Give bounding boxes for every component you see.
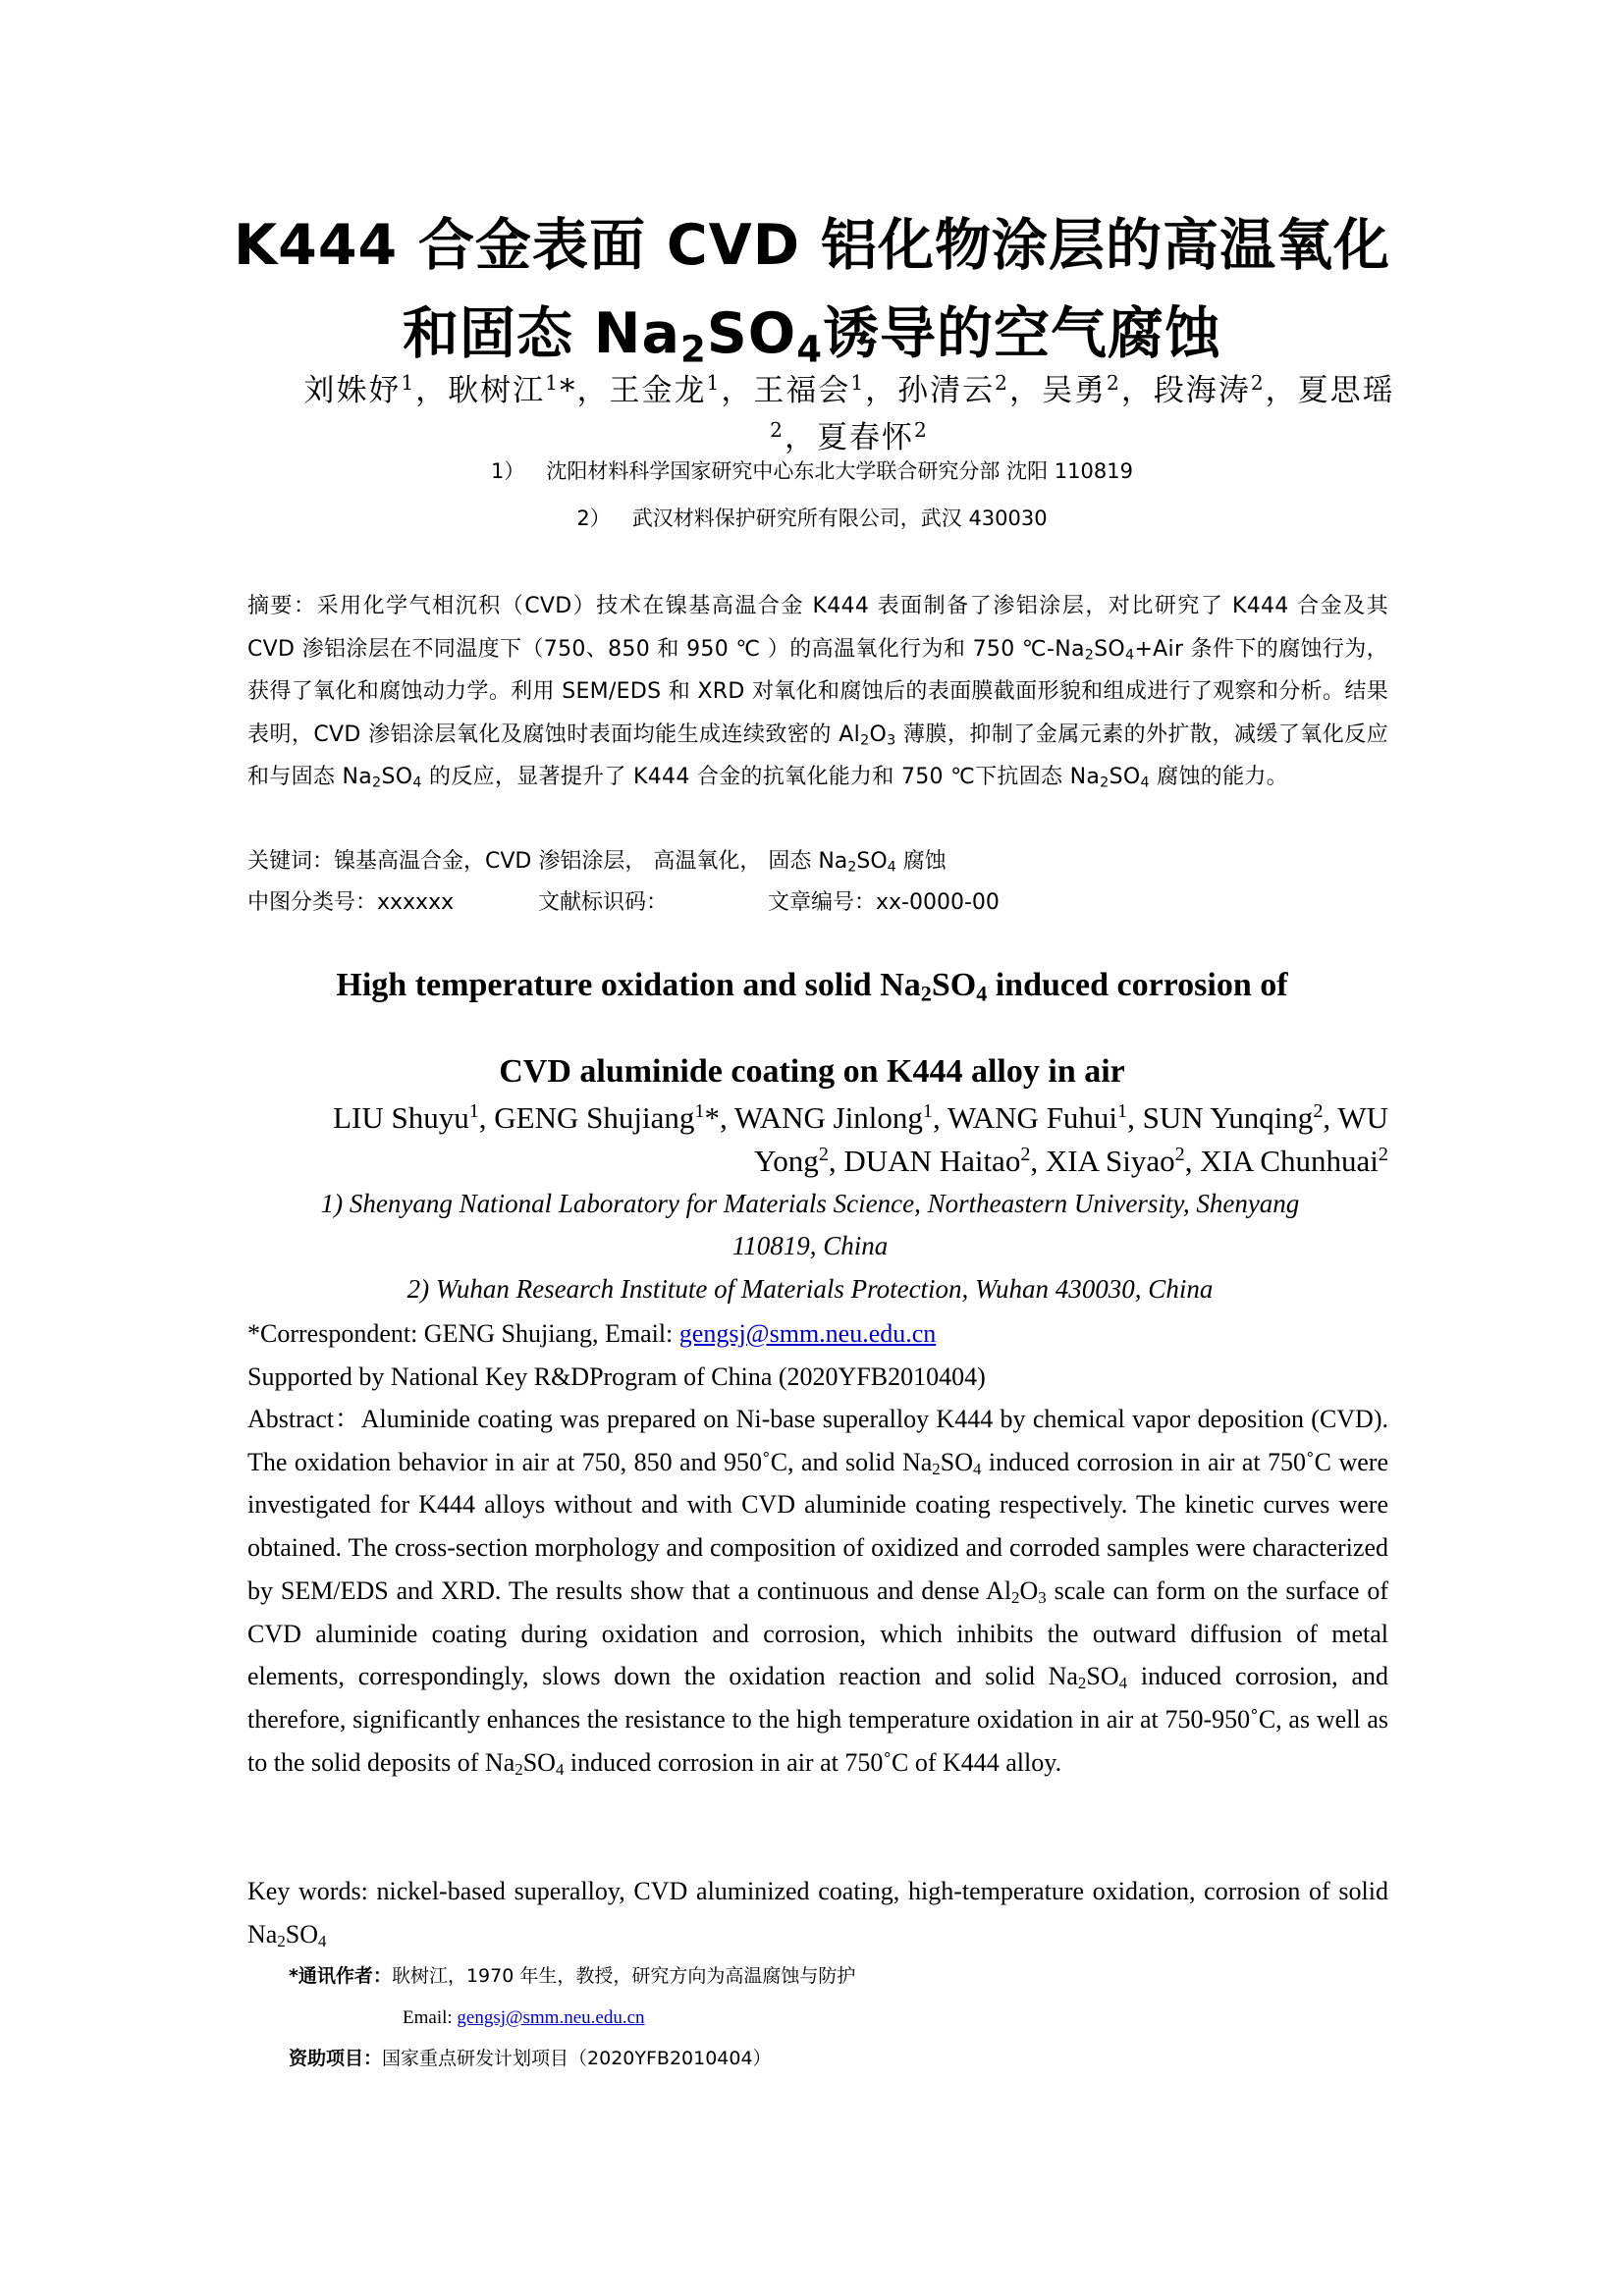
article-number: 文章编号：xx-0000-00 (768, 890, 1000, 915)
chinese-title (0, 201, 1624, 378)
english-author: XIA Chunhuai$^2$ (1200, 1143, 1388, 1178)
english-author: GENG Shujiang$^1$*, (494, 1099, 734, 1135)
chinese-affiliation-1: 1） 沈阳材料科学国家研究中心东北大学联合研究分部 沈阳 110819 (491, 459, 1133, 483)
chinese-keywords: 关键词：镍基高温合金，CVD 渗铝涂层， 高温氧化， 固态 $Na_2SO_4$ 腐蚀 (247, 849, 947, 876)
chinese-author: 刘姝妤$^1$， (303, 370, 449, 408)
correspondent-line: *Correspondent: GENG Shujiang, Email: gengsj@smm.neu.edu.cn (247, 1319, 937, 1348)
footnote-email: Email: gengsj@smm.neu.edu.cn (403, 2007, 645, 2028)
english-abstract: Abstract：Aluminide coating was prepared on Ni-base superalloy K444 by chemical vapor deposition (CVD). The oxidation behavior in air at 750, 850 and 950˚C, and solid $Na_2SO_4$ induced corrosion in air at 750˚C were investigated for K444 alloys without and with CVD aluminide coating respectively. The kinetic curves were obtained. The cross-section morphology and composition of oxidized and corroded samples were characterized by SEM/EDS and XRD. The results show that a continuous and dense $Al_2O_3$ scale can form on the surface of CVD aluminide coating during oxidation and corrosion, which inhibits the outward diffusion of metal elements, correspondingly, slows down the oxidation reaction and solid $Na_2SO_4$ induced corrosion, and therefore, significantly enhances the resistance to the high temperature oxidation in air at 750-950˚C, as well as to the solid deposits of $Na_2SO_4$ induced corrosion in air at 750˚C of K444 alloy. (247, 1405, 1388, 1779)
clc-number: 中图分类号：xxxxxx (247, 890, 455, 915)
chinese-author: 耿树江$^1$*， (448, 370, 610, 408)
footnote-funding: 资助项目：国家重点研发计划项目（2020YFB2010404） (289, 2048, 772, 2069)
english-author: WANG Fuhui$^1$, (947, 1099, 1143, 1135)
classification-line (247, 883, 1388, 923)
chinese-abstract: 摘要：采用化学气相沉积（CVD）技术在镍基高温合金 K444 表面制备了渗铝涂层，对比研究了 K444 合金及其 CVD 渗铝涂层在不同温度下（750、850 和 950 ℃ ）的高温氧化行为和 750 $℃-Na_2SO_4+Air$ 条件下的腐蚀行为，获得了氧化和腐蚀动力学。利用 SEM/EDS 和 XRD 对氧化和腐蚀后的表面膜截面形貌和组成进行了观察和分析。结果表明，CVD 渗铝涂层氧化及腐蚀时表面均能生成连续致密的 $Al_2O_3$ 薄膜，抑制了金属元素的外扩散，减缓了氧化反应和与固态 $Na_2SO_4$ 的反应，显著提升了 K444 合金的抗氧化能力和 750 ℃下抗固态 $Na_2SO_4$ 腐蚀的能力。 (247, 594, 1388, 791)
chinese-author: 段海涛$^2$， (1153, 370, 1298, 408)
chinese-title-line-2: 和固态 $Na_2SO_4$诱导的空气腐蚀 (402, 301, 1222, 371)
english-author: SUN Yunqing$^2$, (1142, 1099, 1338, 1135)
chinese-author: 王金龙$^1$， (609, 370, 754, 408)
chinese-affiliation-2: 2） 武汉材料保护研究所有限公司，武汉 430030 (576, 507, 1048, 530)
chinese-author: 夏思瑶$^2$， (770, 373, 1395, 455)
english-title (0, 942, 1624, 1115)
footnote-email-link[interactable]: gengsj@smm.neu.edu.cn (457, 2007, 645, 2028)
chinese-author: 吴勇$^2$， (1041, 370, 1154, 408)
english-author-list (247, 1096, 1388, 1183)
chinese-author: 孙清云$^2$， (897, 370, 1042, 408)
english-author: WANG Jinlong$^1$, (733, 1099, 947, 1135)
english-keywords: Key words: nickel-based superalloy, CVD aluminized coating, high-temperature oxidation, corrosion of solid $Na_2SO_4$ (247, 1877, 1388, 1950)
english-author: DUAN Haitao$^2$, (843, 1143, 1046, 1178)
english-affiliation-2: 2) Wuhan Research Institute of Materials Protection, Wuhan 430030, China (406, 1274, 1214, 1304)
english-author: WU Yong$^2$, (754, 1100, 1388, 1178)
chinese-title-line-1: K444 合金表面 CVD 铝化物涂层的高温氧化 (234, 213, 1390, 278)
english-author: XIA Siyao$^2$, (1045, 1143, 1201, 1178)
english-author: LIU Shuyu$^1$, (333, 1099, 495, 1135)
footnote-corresponding-author: *通讯作者：耿树江，1970 年生，教授，研究方向为高温腐蚀与防护 (289, 1965, 856, 1987)
supported-by-line: Supported by National Key R&DProgram of China (2020YFB2010404) (247, 1362, 986, 1391)
chinese-author-list (295, 367, 1404, 461)
document-code: 文献标识码： (538, 890, 669, 915)
chinese-author: 王福会$^1$， (753, 370, 898, 408)
chinese-author: 夏春怀$^2$ (817, 417, 929, 455)
correspondent-email-link[interactable]: gengsj@smm.neu.edu.cn (678, 1319, 937, 1348)
english-title-line-2: CVD aluminide coating on K444 alloy in air (499, 1053, 1125, 1090)
english-affiliation-1: 1) Shenyang National Laboratory for Materials Science, Northeastern University, Shenyang 110819, China (320, 1189, 1300, 1260)
english-title-line-1: High temperature oxidation and solid $Na_2SO_4$ induced corrosion of (336, 967, 1288, 1006)
